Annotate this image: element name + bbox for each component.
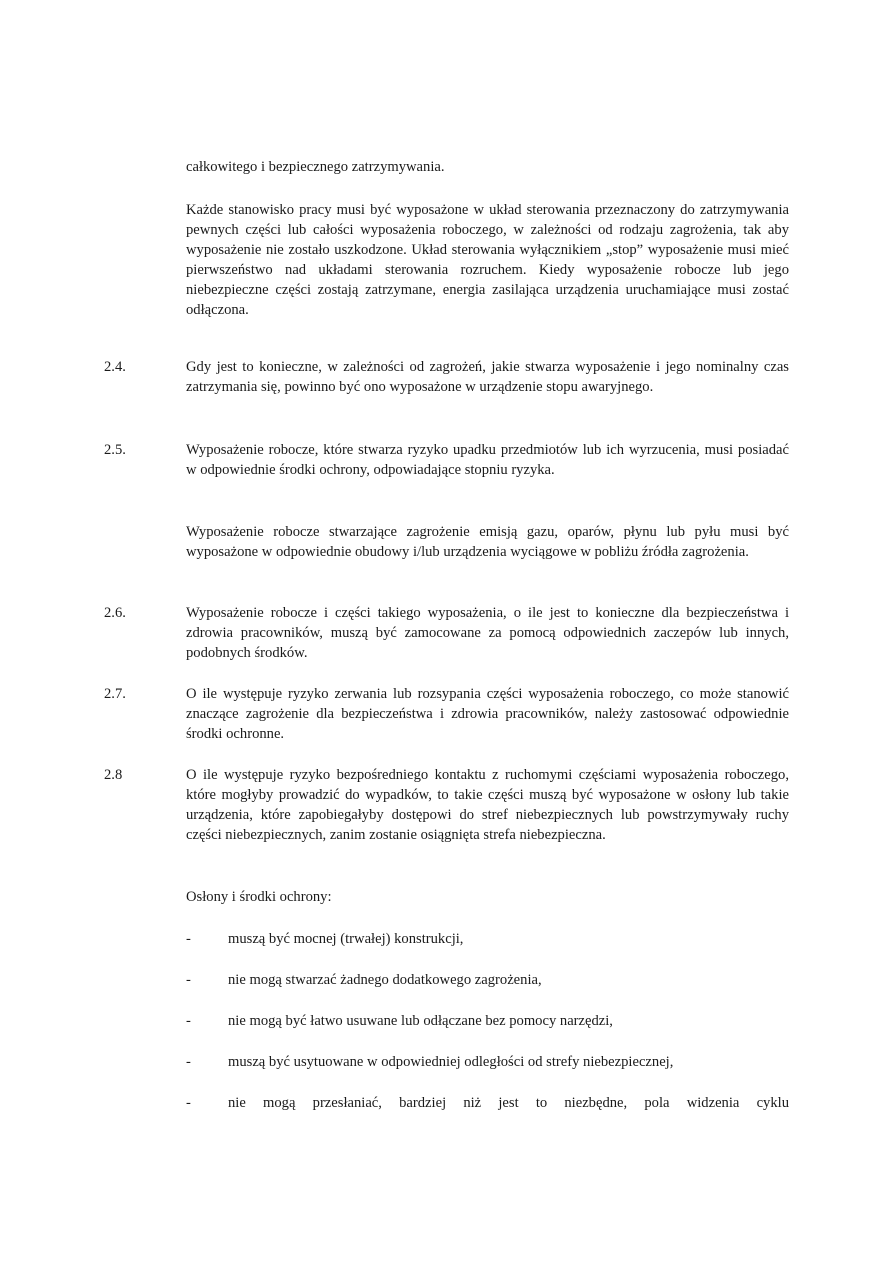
section-number-2-4: 2.4. — [104, 359, 126, 375]
section-number-2-6: 2.6. — [104, 605, 126, 621]
paragraph-2-6: Wyposażenie robocze i części takiego wyposażenia, o ile jest to konieczne dla bezpieczeństwa i zdrowia pracowników, muszą być zamocowane za pomocą odpowiednich zaczepów lub innych, podobnych środków. — [186, 605, 789, 661]
paragraph-intro: całkowitego i bezpiecznego zatrzymywania. — [186, 159, 445, 175]
paragraph-2-5-emissions: Wyposażenie robocze stwarzające zagrożenie emisją gazu, oparów, płynu lub pyłu musi być wyposażone w odpowiednie obudowy i/lub urządzenia wyciągowe w pobliżu źródła zagrożenia. — [186, 524, 789, 560]
bullet-item: nie mogą stwarzać żadnego dodatkowego zagrożenia, — [228, 972, 542, 988]
bullet-item: nie mogą być łatwo usuwane lub odłączane bez pomocy narzędzi, — [228, 1013, 613, 1029]
paragraph-2-5-falling-objects: Wyposażenie robocze, które stwarza ryzyko upadku przedmiotów lub ich wyrzucenia, musi posiadać w odpowiednie środki ochrony, odpowiadające stopniu ryzyka. — [186, 442, 789, 478]
bullet-marker: - — [186, 1054, 191, 1070]
bullet-marker: - — [186, 931, 191, 947]
section-number-2-7: 2.7. — [104, 686, 126, 702]
bullet-marker: - — [186, 1095, 191, 1111]
bullet-item: nie mogą przesłaniać, bardziej niż jest to niezbędne, pola widzenia cyklu — [228, 1095, 789, 1111]
section-number-2-5: 2.5. — [104, 442, 126, 458]
paragraph-guards-heading: Osłony i środki ochrony: — [186, 889, 332, 905]
section-number-2-8: 2.8 — [104, 767, 123, 783]
bullet-marker: - — [186, 1013, 191, 1029]
paragraph-2-4: Gdy jest to konieczne, w zależności od zagrożeń, jakie stwarza wyposażenie i jego nominalny czas zatrzymania się, powinno być ono wyposażone w urządzenie stopu awaryjnego. — [186, 359, 789, 395]
bullet-marker: - — [186, 972, 191, 988]
bullet-item: muszą być mocnej (trwałej) konstrukcji, — [228, 931, 464, 947]
bullet-item: muszą być usytuowane w odpowiedniej odległości od strefy niebezpiecznej, — [228, 1054, 674, 1070]
paragraph-2-7: O ile występuje ryzyko zerwania lub rozsypania części wyposażenia roboczego, co może stanowić znaczące zagrożenie dla bezpieczeństwa i zdrowia pracowników, należy zastosować odpowiednie środki ochronne. — [186, 686, 789, 742]
paragraph-2-8: O ile występuje ryzyko bezpośredniego kontaktu z ruchomymi częściami wyposażenia roboczego, które mogłyby prowadzić do wypadków, to takie części muszą być wyposażone w osłony lub takie urządzenia, które zapobiegałyby dostępowi do stref niebezpiecznych lub powstrzymywały ruchy części niebezpiecznych, zanim zostanie osiągnięta strefa niebezpieczna. — [186, 767, 789, 843]
paragraph-stop-control: Każde stanowisko pracy musi być wyposażone w układ sterowania przeznaczony do zatrzymywania pewnych części lub całości wyposażenia roboczego, w zależności od rodzaju zagrożenia, tak aby wyposażenie nie zostało uszkodzone. Układ sterowania wyłącznikiem „stop” wyposażenie musi mieć pierwszeństwo nad układami sterowania rozruchem. Kiedy wyposażenie robocze lub jego niebezpieczne części zostają zatrzymane, energia zasilająca urządzenia uruchamiające musi zostać odłączona. — [186, 202, 789, 318]
